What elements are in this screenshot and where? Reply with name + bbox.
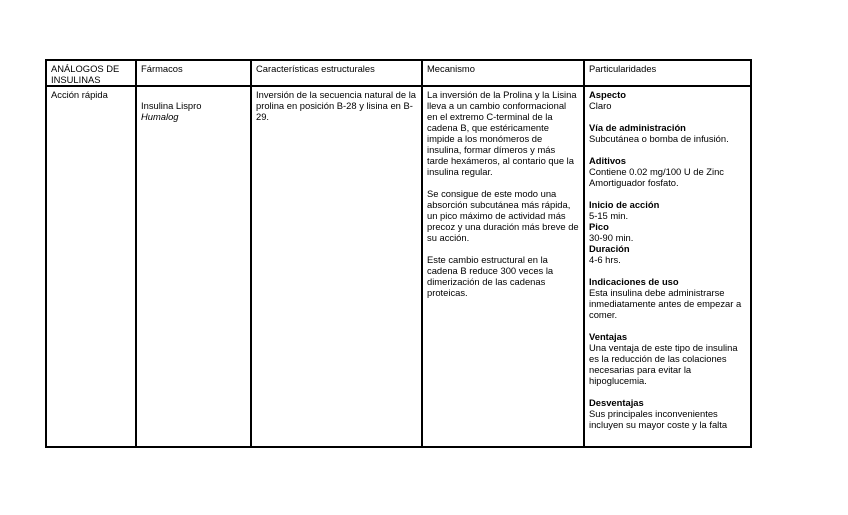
table-header-row xyxy=(46,60,751,86)
desventajas-value: Sus principales inconvenientes incluyen su mayor coste y la falta xyxy=(589,408,728,430)
ventajas-heading: Ventajas xyxy=(589,331,628,342)
aditivos-heading: Aditivos xyxy=(589,155,626,166)
table-row xyxy=(46,86,751,447)
pico-heading: Pico xyxy=(589,221,609,232)
header-analogos: ANÁLOGOS DE INSULINAS xyxy=(46,60,136,86)
mechanism-paragraph-3: Este cambio estructural en la cadena B reduce 300 veces la dimerización de las cadenas proteicas. xyxy=(427,254,554,298)
drug-cell xyxy=(136,86,251,447)
structural-cell: Inversión de la secuencia natural de la prolina en posición B-28 y lisina en B-29. xyxy=(251,86,422,447)
header-caracteristicas: Características estructurales xyxy=(251,60,422,86)
mechanism-cell xyxy=(422,86,584,447)
indicaciones-value: Esta insulina debe administrarse inmediatamente antes de empezar a comer. xyxy=(589,287,742,320)
header-particularidades: Particularidades xyxy=(584,60,751,86)
via-heading: Vía de administración xyxy=(589,122,686,133)
duracion-value: 4-6 hrs. xyxy=(589,254,621,265)
ventajas-value: Una ventaja de este tipo de insulina es la reducción de las colaciones necesarias para evitar la hipoglucemia. xyxy=(589,342,738,386)
pico-value: 30-90 min. xyxy=(589,232,634,243)
inicio-heading: Inicio de acción xyxy=(589,199,660,210)
drug-name: Insulina Lispro xyxy=(141,100,202,111)
mechanism-paragraph-2: Se consigue de este modo una absorción subcutánea más rápida, un pico máximo de actividad más precoz y una duración más breve de su acción. xyxy=(427,188,579,243)
aditivos-value: Contiene 0.02 mg/100 U de Zinc Amortiguador fosfato. xyxy=(589,166,724,188)
drug-brand: Humalog xyxy=(141,111,179,122)
category-cell: Acción rápida xyxy=(46,86,136,447)
duracion-heading: Duración xyxy=(589,243,630,254)
via-value: Subcutánea o bomba de infusión. xyxy=(589,133,729,144)
insulin-analogs-table xyxy=(45,59,752,448)
header-mecanismo: Mecanismo xyxy=(422,60,584,86)
aspecto-value: Claro xyxy=(589,100,612,111)
aspecto-heading: Aspecto xyxy=(589,89,626,100)
indicaciones-heading: Indicaciones de uso xyxy=(589,276,679,287)
desventajas-heading: Desventajas xyxy=(589,397,644,408)
inicio-value: 5-15 min. xyxy=(589,210,629,221)
mechanism-paragraph-1: La inversión de la Prolina y la Lisina lleva a un cambio conformacional en el extremo C-terminal de la cadena B, que estéricamente impide a los monómeros de insulina, formar dímeros y más tarde hexámeros, al contario que la insulina regular. xyxy=(427,89,577,177)
particularities-cell xyxy=(584,86,751,447)
header-farmacos: Fármacos xyxy=(136,60,251,86)
